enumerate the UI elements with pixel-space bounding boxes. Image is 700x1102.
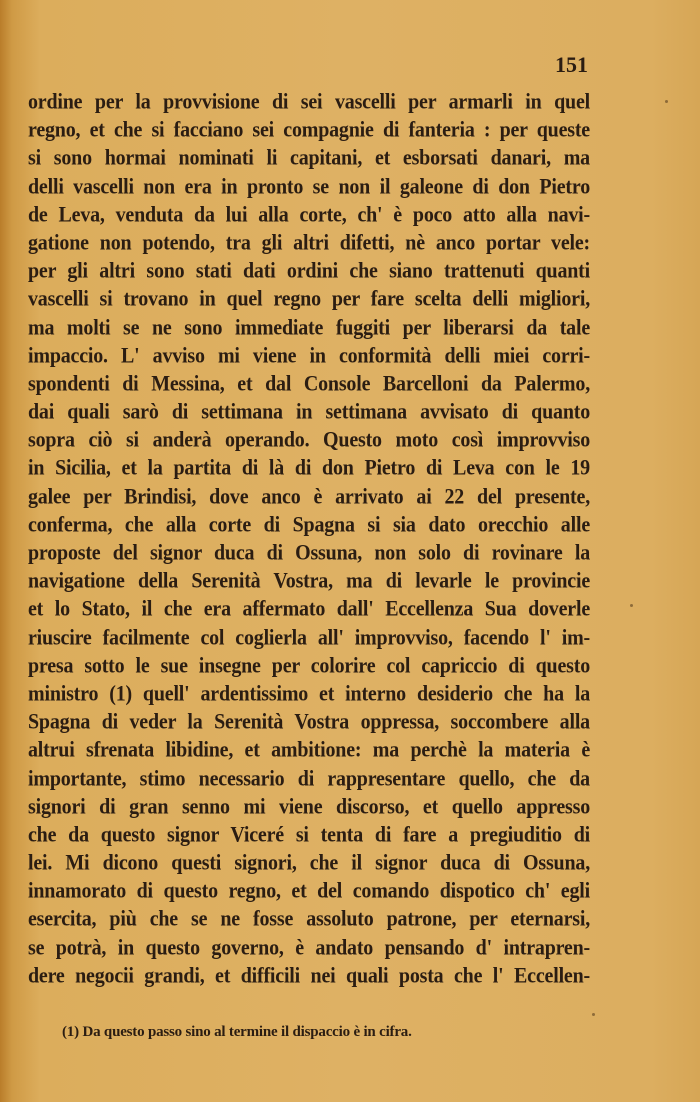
- text-line: signori di gran senno mi viene discorso, et quello appresso: [28, 794, 590, 819]
- text-line: dere negocii grandi, et difficili nei quali posta che l' Eccellen-: [28, 963, 590, 989]
- text-line: altrui sfrenata libidine, et ambitione: ma perchè la materia è: [28, 737, 590, 763]
- paper-speck: [592, 1013, 595, 1016]
- text-line: navigatione della Serenità Vostra, ma di levarle le provincie: [28, 568, 590, 594]
- footnote: (1) Da questo passo sino al termine il dispaccio è in cifra.: [62, 1024, 412, 1040]
- text-line: per gli altri sono stati dati ordini che siano trattenuti quanti: [28, 258, 590, 284]
- text-line: conferma, che alla corte di Spagna si sia dato orecchio alle: [28, 512, 590, 538]
- text-line: et lo Stato, il che era affermato dall' Eccellenza Sua doverle: [28, 597, 590, 622]
- text-line: impaccio. L' avviso mi viene in conformità delli miei corri-: [28, 343, 590, 368]
- text-line: dai quali sarò di settimana in settimana avvisato di quanto: [28, 399, 590, 425]
- paper-speck: [630, 604, 633, 607]
- text-line: proposte del signor duca di Ossuna, non solo di rovinare la: [28, 540, 590, 566]
- text-line: sopra ciò si anderà operando. Questo moto così improvviso: [28, 427, 590, 453]
- text-line: presa sotto le sue insegne per colorire col capriccio di questo: [28, 653, 590, 679]
- text-line: ministro (1) quell' ardentissimo et interno desiderio che ha la: [28, 681, 590, 707]
- text-line: si sono hormai nominati li capitani, et esborsati danari, ma: [28, 146, 590, 171]
- text-line: lei. Mi dicono questi signori, che il signor duca di Ossuna,: [28, 850, 590, 876]
- text-line: regno, et che si facciano sei compagnie di fanteria : per queste: [28, 117, 590, 143]
- page-number: 151: [555, 52, 588, 77]
- paper-speck: [665, 100, 668, 103]
- body-text: [28, 88, 590, 990]
- text-line: in Sicilia, et la partita di là di don Pietro di Leva con le 19: [28, 456, 590, 481]
- text-line: importante, stimo necessario di rappresentare quello, che da: [28, 766, 590, 791]
- text-line: che da questo signor Viceré si tenta di fare a pregiuditio di: [28, 822, 590, 848]
- text-line: delli vascelli non era in pronto se non il galeone di don Pietro: [28, 174, 590, 199]
- text-line: innamorato di questo regno, et del comando dispotico ch' egli: [28, 878, 590, 904]
- text-line: spondenti di Messina, et dal Console Barcelloni da Palermo,: [28, 371, 590, 397]
- text-line: de Leva, venduta da lui alla corte, ch' è poco atto alla navi-: [28, 202, 590, 228]
- text-line: riuscire facilmente col coglierla all' improvviso, facendo l' im-: [28, 625, 590, 650]
- text-line: ma molti se ne sono immediate fuggiti per liberarsi da tale: [28, 315, 590, 340]
- text-line: esercita, più che se ne fosse assoluto patrone, per eternarsi,: [28, 907, 590, 932]
- text-line: se potrà, in questo governo, è andato pensando d' intrapren-: [28, 935, 590, 960]
- text-line: vascelli si trovano in quel regno per fare scelta delli migliori,: [28, 286, 590, 312]
- text-line: gatione non potendo, tra gli altri difetti, nè anco portar vele:: [28, 230, 590, 256]
- text-line: galee per Brindisi, dove anco è arrivato ai 22 del presente,: [28, 484, 590, 509]
- text-line: ordine per la provvisione di sei vascelli per armarli in quel: [28, 89, 590, 115]
- text-line: Spagna di veder la Serenità Vostra oppressa, soccombere alla: [28, 709, 590, 735]
